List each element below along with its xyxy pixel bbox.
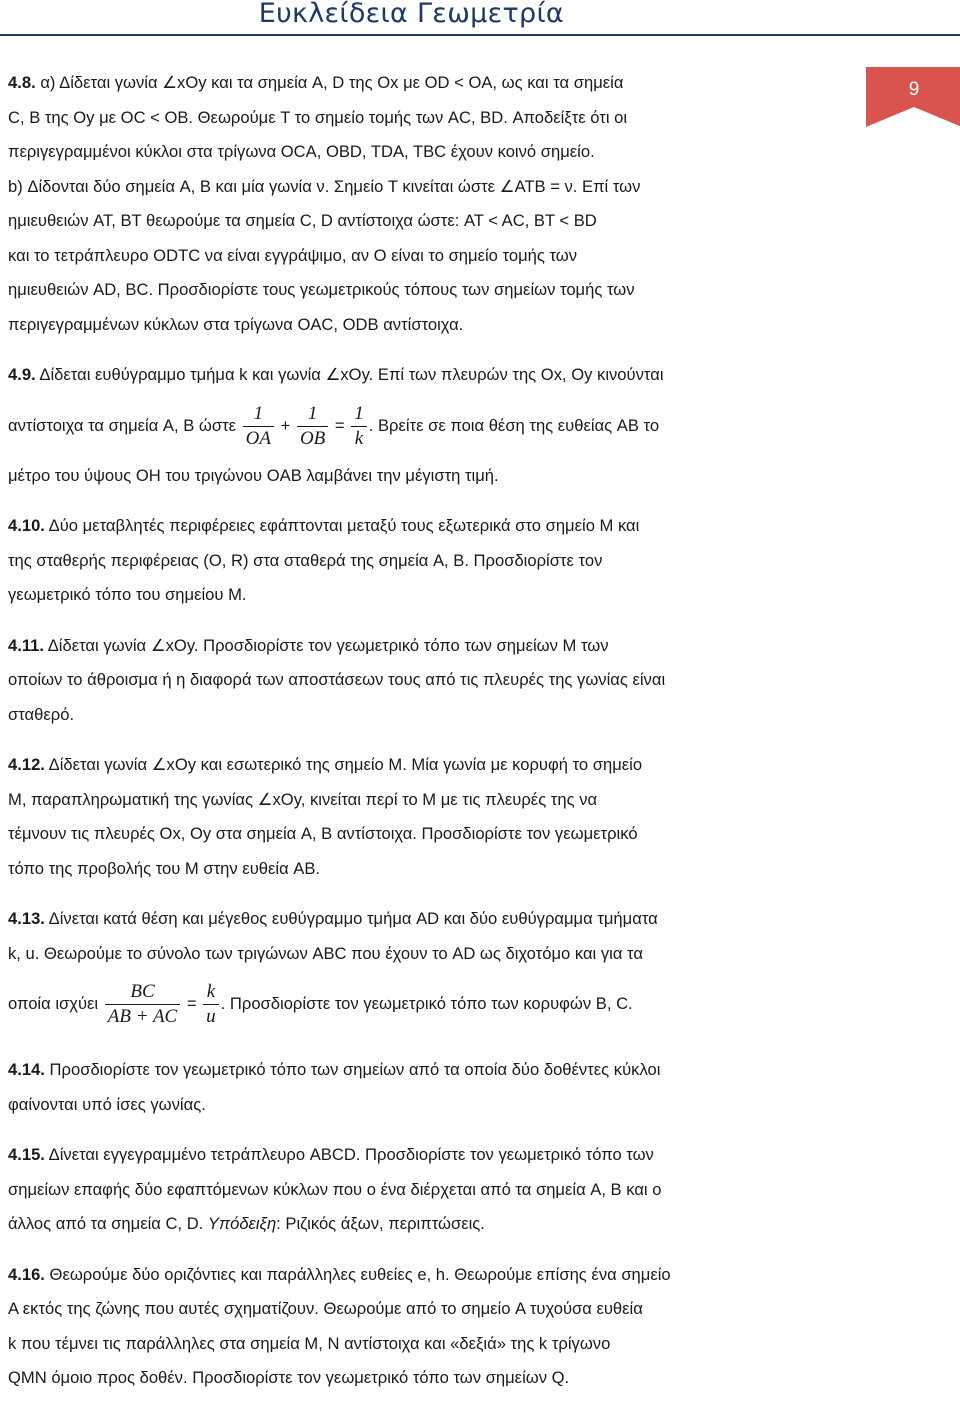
- problem-line: [8, 1138, 820, 1173]
- problem-4-15: [8, 1138, 820, 1242]
- problem-text: Δίνεται εγγεγραμμένο τετράπλευρο ABCD. Προσδιορίστε τον γεωμετρικό τόπο των: [48, 1145, 654, 1164]
- denominator: OB: [299, 427, 326, 449]
- problem-line: QMN όμοιο προς δοθέν. Προσδιορίστε τον γεωμετρικό τόπο των σημείων Q.: [8, 1368, 570, 1387]
- problem-4-14: [8, 1053, 820, 1122]
- problem-line: [8, 629, 820, 664]
- problem-number: 4.16.: [8, 1264, 45, 1284]
- problem-number: 4.11.: [8, 635, 44, 655]
- hint-text: : Ριζικός άξων, περιπτώσεις.: [276, 1214, 485, 1233]
- problem-number: 4.14.: [8, 1060, 45, 1079]
- problem-number: 4.8.: [8, 73, 36, 92]
- problem-line: [8, 1258, 820, 1293]
- equals-sign: =: [334, 415, 345, 435]
- problem-text: . Προσδιορίστε τον γεωμετρικό τόπο των κορυφών B, C.: [220, 994, 633, 1013]
- problem-line: M, παραπληρωματική της γωνίας ∠xOy, κινείται περί το M με τις πλευρές της να: [8, 789, 598, 809]
- denominator: u: [206, 1006, 216, 1028]
- denominator: k: [354, 427, 364, 449]
- problem-text: . Βρείτε σε ποια θέση της ευθείας AB το: [368, 415, 660, 435]
- numerator: 1: [243, 402, 274, 427]
- problem-text: άλλος από τα σημεία C, D.: [8, 1214, 204, 1233]
- problem-line: σταθερό.: [8, 704, 75, 724]
- problem-text: οποία ισχύει: [8, 994, 99, 1013]
- problem-4-13: [8, 902, 820, 1037]
- problem-line: ημιευθειών AD, BC. Προσδιορίστε τους γεωμετρικούς τόπους των σημείων τομής των: [8, 280, 635, 299]
- problem-text: Θεωρούμε δύο οριζόντιες και παράλληλες ευθείες e, h. Θεωρούμε επίσης ένα σημείο: [49, 1264, 671, 1284]
- problem-line: περιγεγραμμένοι κύκλοι στα τρίγωνα OCA, OBD, TDA, TBC έχουν κοινό σημείο.: [8, 142, 595, 161]
- problem-4-11: [8, 629, 820, 733]
- problem-line-with-formula: [8, 393, 820, 459]
- problem-line: k, u. Θεωρούμε το σύνολο των τριγώνων ABC που έχουν το AD ως διχοτόμο και για τα: [8, 943, 643, 963]
- problem-text: Δίδεται γωνία ∠xOy και εσωτερικό της σημείο M. Μία γωνία με κορυφή το σημείο: [48, 755, 643, 774]
- page-number-badge: [866, 67, 960, 127]
- fraction: [297, 402, 328, 451]
- problem-number: 4.13.: [8, 909, 45, 928]
- numerator: BC: [105, 980, 180, 1005]
- problem-line: γεωμετρικό τόπο του σημείου M.: [8, 585, 247, 604]
- document-body: [8, 66, 820, 1412]
- problem-line: [8, 66, 820, 101]
- problem-line: k που τέμνει τις παράλληλες στα σημεία M, N αντίστοιχα και «δεξιά» της k τρίγωνο: [8, 1333, 611, 1353]
- equals-sign: =: [186, 994, 197, 1013]
- problem-4-10: [8, 509, 820, 613]
- problem-line: C, B της Oy με OC < OB. Θεωρούμε T το σημείο τομής των AC, BD. Αποδείξτε ότι οι: [8, 107, 628, 127]
- problem-line: A εκτός της ζώνης που αυτές σχηματίζουν. Θεωρούμε από το σημείο A τυχούσα ευθεία: [8, 1299, 643, 1318]
- problem-line: φαίνονται υπό ίσες γωνίας.: [8, 1094, 206, 1114]
- header-title: Ευκλείδεια Γεωμετρία: [258, 0, 564, 29]
- problem-line: [8, 1053, 820, 1088]
- problem-line: οποίων το άθροισμα ή η διαφορά των αποστάσεων τους από τις πλευρές της γωνίας είναι: [8, 670, 666, 689]
- problem-line: περιγεγραμμένων κύκλων στα τρίγωνα OAC, ODB αντίστοιχα.: [8, 314, 464, 334]
- problem-line: τόπο της προβολής του M στην ευθεία AB.: [8, 858, 321, 878]
- problem-line: [8, 358, 820, 393]
- fraction: [105, 980, 180, 1029]
- problem-line: [8, 1207, 820, 1242]
- problem-4-8: [8, 66, 820, 342]
- plus-sign: +: [280, 415, 291, 435]
- hint-label: Υπόδειξη: [207, 1214, 277, 1233]
- problem-text: Προσδιορίστε τον γεωμετρικό τόπο των σημείων από τα οποία δύο δοθέντες κύκλοι: [49, 1060, 661, 1079]
- fraction: [203, 980, 219, 1029]
- problem-line: [8, 902, 820, 937]
- problem-4-9: [8, 358, 820, 493]
- denominator: AB + AC: [107, 1006, 178, 1028]
- problem-line: [8, 748, 820, 783]
- fraction: [243, 402, 274, 451]
- denominator: OA: [245, 427, 271, 449]
- problem-number: 4.10.: [8, 516, 45, 535]
- problem-text: Δίδεται ευθύγραμμο τμήμα k και γωνία ∠xOy. Επί των πλευρών της Ox, Oy κινούνται: [39, 365, 664, 384]
- problem-line: [8, 509, 820, 544]
- problem-4-16: [8, 1258, 820, 1396]
- problem-text: α) Δίδεται γωνία ∠xOy και τα σημεία A, D της Ox με OD < OA, ως και τα σημεία: [40, 73, 624, 92]
- problem-text: Δίνεται κατά θέση και μέγεθος ευθύγραμμο τμήμα AD και δύο ευθύγραμμα τμήματα: [48, 909, 658, 928]
- problem-4-12: [8, 748, 820, 886]
- problem-text: Δύο μεταβλητές περιφέρειες εφάπτονται μεταξύ τους εξωτερικά στο σημείο M και: [48, 516, 640, 535]
- problem-number: 4.9.: [8, 365, 36, 384]
- problem-line: μέτρο του ύψους OH του τριγώνου OAB λαμβάνει την μέγιστη τιμή.: [8, 465, 499, 485]
- numerator: 1: [297, 402, 328, 427]
- problem-line: b) Δίδονται δύο σημεία A, B και μία γωνία ν. Σημείο T κινείται ώστε ∠ATB = ν. Επί των: [8, 176, 641, 196]
- page-header: [0, 0, 960, 36]
- numerator: 1: [351, 402, 367, 427]
- problem-text: Δίδεται γωνία ∠xOy. Προσδιορίστε τον γεωμετρικό τόπο των σημείων M των: [47, 635, 609, 655]
- problem-line: σημείων επαφής δύο εφαπτόμενων κύκλων που ο ένα διέρχεται από τα σημεία A, B και ο: [8, 1179, 662, 1199]
- problem-number: 4.12.: [8, 755, 45, 774]
- numerator: k: [203, 980, 219, 1005]
- problem-line-with-formula: [8, 971, 820, 1037]
- problem-text: αντίστοιχα τα σημεία A, B ώστε: [8, 415, 237, 435]
- problem-line: ημιευθειών AT, BT θεωρούμε τα σημεία C, D αντίστοιχα ώστε: AT < AC, BT < BD: [8, 211, 597, 230]
- problem-line: της σταθερής περιφέρειας (O, R) στα σταθερά της σημεία A, B. Προσδιορίστε τον: [8, 550, 603, 570]
- problem-line: και το τετράπλευρο ODTC να είναι εγγράψιμο, αν O είναι το σημείο τομής των: [8, 245, 578, 265]
- problem-line: τέμνουν τις πλευρές Ox, Oy στα σημεία A, B αντίστοιχα. Προσδιορίστε τον γεωμετρικό: [8, 824, 638, 843]
- page-number: 9: [908, 79, 920, 100]
- problem-number: 4.15.: [8, 1145, 45, 1164]
- fraction: [351, 402, 367, 451]
